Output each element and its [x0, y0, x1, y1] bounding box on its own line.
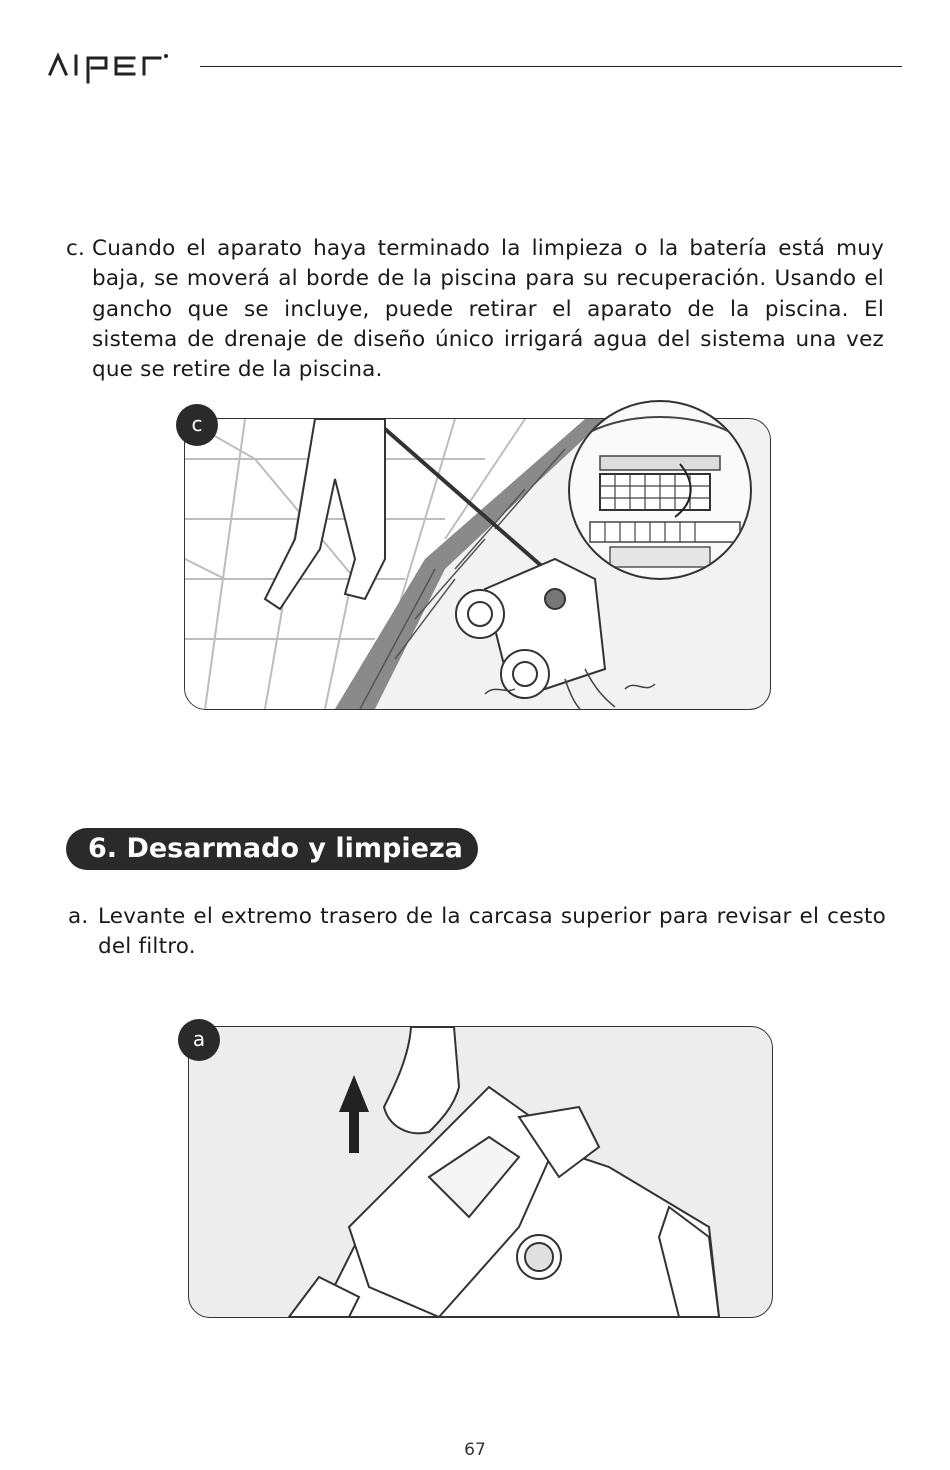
step-a-paragraph — [68, 902, 886, 963]
figure-c-badge: c — [176, 404, 218, 446]
step-c-marker: c. — [66, 236, 86, 261]
page-number: 67 — [464, 1440, 486, 1460]
aiper-logo — [48, 46, 188, 86]
step-c-text: Cuando el aparato haya terminado la limpieza o la batería está muy baja, se moverá al borde de la piscina para su recuperación. Usando el gancho que se incluye, puede retirar el aparato de la piscina. El sistema de drenaje de diseño único irrigará agua del sistema una vez que se retire de la piscina. — [92, 236, 884, 383]
step-c-paragraph — [66, 234, 884, 385]
header-rule — [200, 66, 902, 67]
figure-c-detail-inset — [568, 400, 752, 580]
step-a-text: Levante el extremo trasero de la carcasa superior para revisar el cesto del filtro. — [98, 904, 886, 960]
figure-a-badge: a — [178, 1019, 220, 1061]
section-heading: 6. Desarmado y limpieza — [66, 828, 478, 870]
step-a-marker: a. — [68, 904, 89, 929]
up-arrow-icon — [339, 1075, 369, 1153]
figure-a-illustration — [188, 1026, 773, 1318]
lift-cover-drawing — [189, 1027, 772, 1317]
drain-detail-drawing — [570, 402, 750, 578]
